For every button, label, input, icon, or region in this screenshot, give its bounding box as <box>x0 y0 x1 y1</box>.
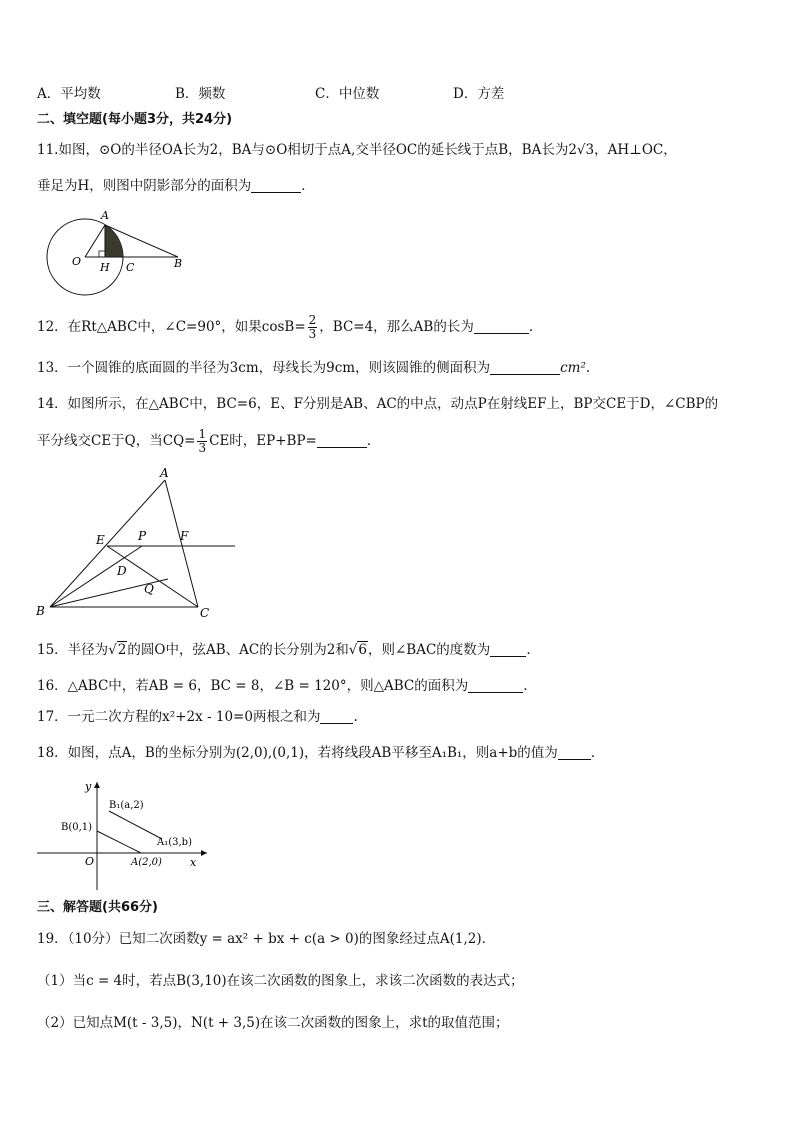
q15-sqrt-r: √2 <box>108 642 127 658</box>
q16-text: 16．△ABC中，若AB = 6，BC = 8，∠B = 120°，则△ABC的面积为 <box>37 678 469 694</box>
q18-label-a: A(2,0) <box>131 857 162 868</box>
q14-end: ． <box>366 433 381 449</box>
q15-line <box>37 640 531 660</box>
q14-line1: 14．如图所示，在△ABC中，BC=6，E、F分别是AB、AC的中点，动点P在射线EF上，BP交CE于D，∠CBP的 <box>37 396 719 412</box>
q14-figure <box>30 465 245 620</box>
q15-radicand-c: 6 <box>358 642 367 658</box>
q13-end: . <box>585 360 591 376</box>
q12-end: . <box>528 319 534 335</box>
q18-figure <box>35 778 215 893</box>
q15-blank[interactable] <box>490 642 526 657</box>
q14-fraction <box>197 428 207 455</box>
q14-label-p: P <box>138 529 147 543</box>
q11-label-c: C <box>126 261 135 274</box>
q13-unit: cm² <box>560 360 586 376</box>
q19-stem: 19．（10分）已知二次函数y = ax² + bx + c(a > 0)的图象经过点A(1,2)． <box>37 931 496 947</box>
q18-label-y: y <box>85 780 92 793</box>
q17-end: . <box>353 709 358 725</box>
q14-blank[interactable] <box>317 433 367 448</box>
q13-blank[interactable] <box>490 360 560 375</box>
q11-text: 垂足为H，则图中阴影部分的面积为 <box>37 178 252 194</box>
option-b: B．频数 <box>175 86 226 102</box>
q12-line <box>37 314 533 341</box>
q14-label-d: D <box>117 564 127 578</box>
q16-blank[interactable] <box>468 678 523 693</box>
q14-post: CE时，EP+BP= <box>209 433 317 449</box>
q11-label-b: B <box>174 257 183 270</box>
q14-label-a: A <box>160 466 169 480</box>
q14-label-q: Q <box>144 582 154 596</box>
q15-radicand-r: 2 <box>117 642 127 658</box>
q14-num: 1 <box>198 427 207 441</box>
q18-blank[interactable] <box>558 745 591 760</box>
q14-label-e: E <box>96 533 105 547</box>
option-d: D．方差 <box>453 86 505 102</box>
q15-post: ，则∠BAC的度数为 <box>368 642 491 658</box>
q11-figure <box>40 205 200 300</box>
q11-shaded-region <box>105 225 123 257</box>
q15-sqrt-c: √6 <box>348 642 367 658</box>
section-2-title: 二、填空题(每小题3分，共24分) <box>37 112 233 127</box>
q14-den: 3 <box>198 441 207 455</box>
q12-blank[interactable] <box>474 319 529 334</box>
q17-text: 17．一元二次方程的x²+2x - 10=0两根之和为 <box>37 709 321 725</box>
q18-label-o: O <box>85 855 95 868</box>
q11-label-h: H <box>100 261 110 274</box>
q15-end: . <box>526 642 531 658</box>
q11-label-o: O <box>72 255 82 268</box>
q17-blank[interactable] <box>320 709 353 724</box>
option-c: C．中位数 <box>315 86 380 102</box>
q13-line <box>37 358 590 378</box>
q12-post: ，BC=4，那么AB的长为 <box>319 319 474 335</box>
q13-text: 13．一个圆锥的底面圆的半径为3cm，母线长为9cm，则该圆锥的侧面积为 <box>37 360 491 376</box>
option-a: A．平均数 <box>37 86 101 102</box>
q16-end: . <box>523 678 528 694</box>
q11-line1: 11.如图，⊙O的半径OA长为2，BA与⊙O相切于点A,交半径OC的延长线于点B，BA长为2√3，AH⊥OC， <box>37 142 677 158</box>
q18-label-a1: A₁(3,b) <box>157 837 192 848</box>
q11-line2 <box>37 176 315 196</box>
q14-line2 <box>37 428 380 455</box>
q12-pre: 12．在Rt△ABC中，∠C=90°，如果cosB= <box>37 319 306 335</box>
q18-label-x: x <box>190 856 197 869</box>
q14-label-f: F <box>180 529 189 543</box>
q14-label-c: C <box>200 606 210 620</box>
q18-label-b: B(0,1) <box>61 822 93 833</box>
q18-text: 18．如图，点A，B的坐标分别为(2,0),(0,1)，若将线段AB平移至A₁B₁，则a+b的值为 <box>37 745 558 761</box>
q19-part1: （1）当c = 4时，若点B(3,10)在该二次函数的图象上，求该二次函数的表达式； <box>37 973 524 989</box>
q18-end: ． <box>590 745 605 761</box>
q11-blank[interactable] <box>251 178 301 193</box>
q12-num: 2 <box>308 313 317 327</box>
q14-pre: 平分线交CE于Q，当CQ= <box>37 433 196 449</box>
q15-mid: 的圆O中，弦AB、AC的长分别为2和 <box>127 642 349 658</box>
q11-end: ． <box>301 178 315 194</box>
q16-line <box>37 676 528 696</box>
q12-den: 3 <box>308 327 317 341</box>
q18-line <box>37 743 604 763</box>
q15-pre: 15．半径为 <box>37 642 109 658</box>
q11-label-a: A <box>101 209 109 222</box>
q12-fraction <box>308 314 318 341</box>
q19-part2: （2）已知点M(t - 3,5)，N(t + 3,5)在该二次函数的图象上，求t的取值范围； <box>37 1015 509 1031</box>
q18-label-b1: B₁(a,2) <box>109 800 144 811</box>
section-3-title: 三、解答题(共66分) <box>37 900 158 915</box>
q14-label-b: B <box>36 604 45 618</box>
q17-line <box>37 707 358 727</box>
